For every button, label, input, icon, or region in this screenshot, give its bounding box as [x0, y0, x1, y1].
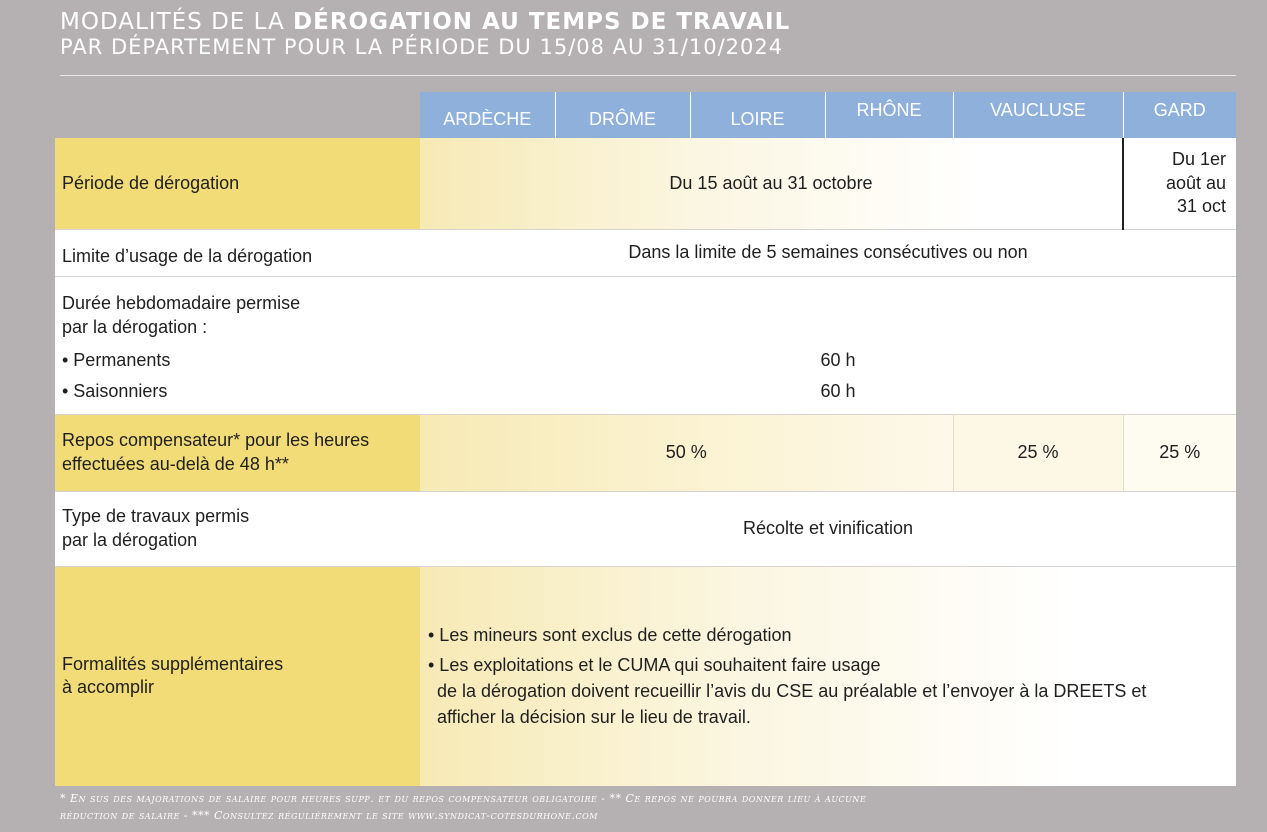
row-limite — [55, 229, 1236, 276]
label-repos-line2: effectuées au-delà de 48 h** — [62, 453, 289, 474]
label-formalites-line2: à accomplir — [62, 677, 155, 698]
value-periode-gard — [1123, 138, 1236, 229]
formalites-bullet2-line1: • Les exploitations et le CUMA qui souhaitent faire usage — [428, 655, 881, 676]
label-duree-line2: par la dérogation : — [62, 317, 208, 338]
label-saisonniers: • Saisonniers — [62, 380, 168, 401]
label-travaux — [55, 491, 420, 566]
value-duree — [420, 276, 1236, 414]
formalites-bullet1: • Les mineurs sont exclus de cette dérogation — [428, 625, 792, 646]
value-repos-vaucluse: 25 % — [953, 414, 1123, 491]
footnote-line1: * En sus des majorations de salaire pour heures supp. et du repos compensateur obligatoire - ** Ce repos ne pourra donner lieu à aucune — [60, 792, 867, 805]
dept-header-loire: LOIRE — [690, 92, 825, 138]
title-divider — [60, 75, 1236, 76]
dept-header-ardeche: ARDÈCHE — [420, 92, 555, 138]
row-formalites — [55, 566, 1236, 786]
label-repos — [55, 414, 420, 491]
value-formalites — [420, 566, 1236, 786]
title-block — [60, 10, 1236, 58]
dept-header-vaucluse: VAUCLUSE — [953, 92, 1123, 138]
row-periode — [55, 138, 1236, 229]
formalites-bullet2-line2: de la dérogation doivent recueillir l’avis du CSE au préalable et l’envoyer à la DREETS et — [437, 681, 1147, 702]
label-formalites — [55, 566, 420, 786]
dept-header-rhone: RHÔNE — [825, 92, 953, 138]
label-permanents: • Permanents — [62, 349, 171, 370]
value-limite: Dans la limite de 5 semaines consécutives ou non — [420, 229, 1236, 276]
row-travaux — [55, 491, 1236, 566]
label-repos-line1: Repos compensateur* pour les heures — [62, 430, 370, 451]
page-title — [60, 10, 1236, 34]
page-subtitle: PAR DÉPARTEMENT POUR LA PÉRIODE DU 15/08 AU 31/10/2024 — [60, 35, 784, 60]
label-duree-line1: Durée hebdomadaire permise — [62, 292, 301, 313]
title-prefix: MODALITÉS DE LA — [60, 9, 294, 35]
label-periode: Période de dérogation — [55, 138, 420, 229]
dept-header-gard: GARD — [1123, 92, 1236, 138]
label-duree — [55, 276, 420, 414]
value-periode: Du 15 août au 31 octobre — [420, 138, 1123, 229]
formalites-bullet2-line3: afficher la décision sur le lieu de travail. — [437, 707, 751, 728]
label-travaux-line2: par la dérogation — [62, 529, 198, 550]
header-corner — [55, 92, 420, 138]
row-duree — [55, 276, 1236, 414]
row-repos — [55, 414, 1236, 491]
dept-header-drome: DRÔME — [555, 92, 690, 138]
value-saisonniers: 60 h — [820, 381, 856, 401]
value-permanents: 60 h — [820, 349, 856, 370]
gard-period-line1: Du 1er — [1171, 149, 1226, 170]
header-row — [55, 92, 1236, 138]
value-repos-gard: 25 % — [1123, 414, 1236, 491]
label-limite: Limite d’usage de la dérogation — [55, 229, 420, 276]
derogation-table — [55, 92, 1236, 786]
gard-period-line3: 31 oct — [1176, 195, 1226, 216]
value-repos-main: 50 % — [420, 414, 953, 491]
value-travaux: Récolte et vinification — [420, 491, 1236, 566]
gard-period-line2: août au — [1165, 172, 1226, 193]
footnote-line2: réduction de salaire - *** Consultez régulièrement le site www.syndicat-cotesdurhone.com — [60, 809, 598, 823]
label-formalites-line1: Formalités supplémentaires — [62, 653, 284, 674]
title-bold: DÉROGATION AU TEMPS DE TRAVAIL — [293, 9, 791, 35]
label-travaux-line1: Type de travaux permis — [62, 506, 250, 527]
footnote — [60, 790, 1240, 824]
